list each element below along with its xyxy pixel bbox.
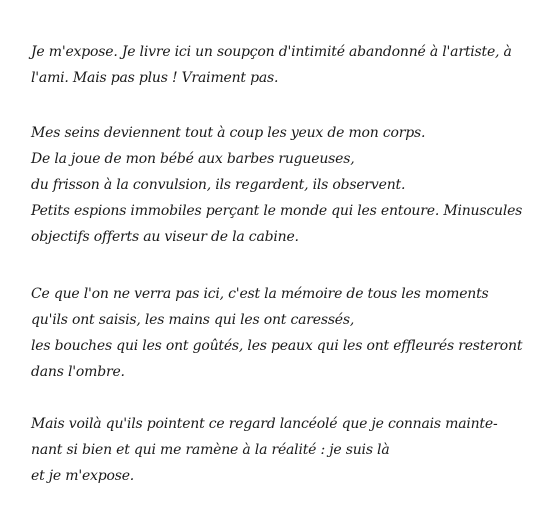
text-line: dans l'ombre. bbox=[31, 364, 125, 380]
text-line: l'ami. Mais pas plus ! Vraiment pas. bbox=[31, 70, 279, 86]
stanza-1 bbox=[31, 39, 531, 91]
text-line: les bouches qui les ont goûtés, les peaux qui les ont effleurés resteront bbox=[31, 338, 523, 354]
stanza-2 bbox=[31, 120, 531, 250]
text-line: Mais voilà qu'ils pointent ce regard lancéolé que je connais mainte- bbox=[31, 416, 498, 432]
text-line: qu'ils ont saisis, les mains qui les ont caressés, bbox=[31, 312, 355, 328]
text-line: Ce que l'on ne verra pas ici, c'est la mémoire de tous les moments bbox=[31, 286, 489, 302]
text-line: Mes seins deviennent tout à coup les yeux de mon corps. bbox=[31, 125, 426, 141]
text-line: et je m'expose. bbox=[31, 468, 135, 484]
text-line: Je m'expose. Je livre ici un soupçon d'intimité abandonné à l'artiste, à bbox=[31, 44, 512, 60]
text-line: Petits espions immobiles perçant le monde qui les entoure. Minuscules bbox=[31, 203, 523, 219]
text-line: objectifs offerts au viseur de la cabine. bbox=[31, 229, 299, 245]
text-line: De la joue de mon bébé aux barbes rugueuses, bbox=[31, 151, 355, 167]
text-line: du frisson à la convulsion, ils regardent, ils observent. bbox=[31, 177, 406, 193]
text-line: nant si bien et qui me ramène à la réalité : je suis là bbox=[31, 442, 390, 458]
stanza-4 bbox=[31, 411, 531, 489]
stanza-3 bbox=[31, 281, 531, 385]
